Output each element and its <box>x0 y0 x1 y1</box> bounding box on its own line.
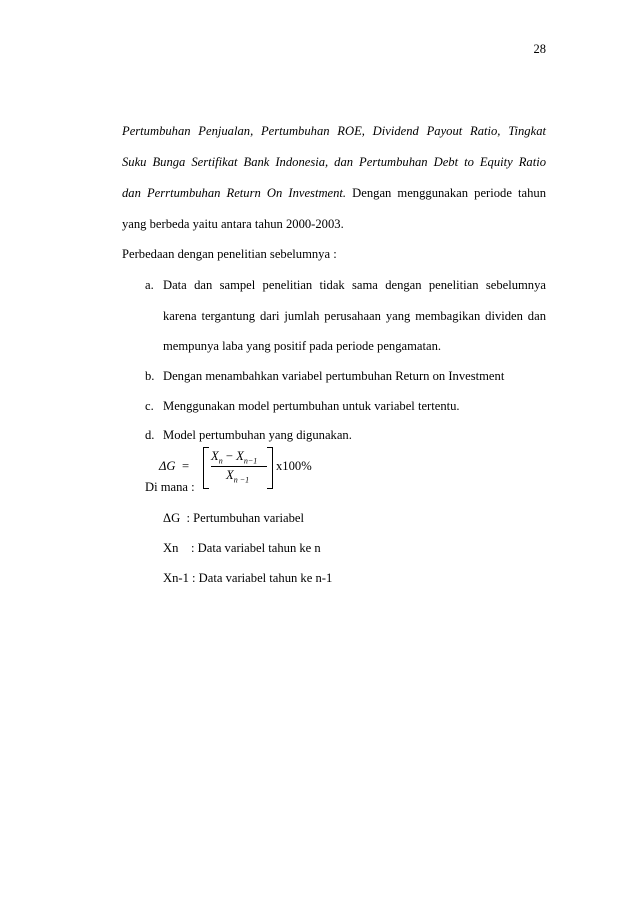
where-item-delta-g: ΔG : Pertumbuhan variabel <box>163 511 304 525</box>
paragraph-line-3-rest: Dengan menggunakan periode tahun <box>346 186 546 200</box>
formula-equals: = <box>182 459 190 473</box>
formula-lhs: ΔG <box>159 459 176 473</box>
paragraph-line-1: Pertumbuhan Penjualan, Pertumbuhan ROE, Dividend Payout Ratio, Tingkat <box>122 124 546 138</box>
formula-numerator: $X_n - X_{n-1}$ <box>211 449 258 466</box>
paragraph-line-4: yang berbeda yaitu antara tahun 2000-2003. <box>122 217 344 231</box>
paragraph-line-3 <box>122 186 546 201</box>
paragraph-line-3-italic: dan Perrtumbuhan Return On Investment. <box>122 186 347 200</box>
fraction-bar <box>211 466 267 467</box>
list-marker: b. <box>145 369 155 383</box>
where-label: Di mana : <box>145 480 195 494</box>
where-item-xn: Xn : Data variabel tahun ke n <box>163 541 321 555</box>
where-item-xn-1: Xn-1 : Data variabel tahun ke n-1 <box>163 571 333 585</box>
formula-denominator: $X_{n -1}$ <box>226 468 250 485</box>
page-number: 28 <box>533 42 546 56</box>
list-item-line: mempunya laba yang positif pada periode pengamatan. <box>163 339 442 353</box>
list-item-line: Data dan sampel penelitian tidak sama dengan penelitian sebelumnya <box>163 278 546 292</box>
list-item-line: Menggunakan model pertumbuhan untuk variabel tertentu. <box>163 399 460 413</box>
formula-suffix: x100% <box>276 459 312 473</box>
list-item-line: Dengan menambahkan variabel pertumbuhan Return on Investment <box>163 369 505 383</box>
paragraph-line-2: Suku Bunga Sertifikat Bank Indonesia, dan Pertumbuhan Debt to Equity Ratio <box>122 155 546 169</box>
list-marker: c. <box>145 399 154 413</box>
list-marker: a. <box>145 278 154 292</box>
list-item-line: karena tergantung dari jumlah perusahaan yang membagikan dividen dan <box>163 309 546 323</box>
list-marker: d. <box>145 428 155 442</box>
list-item-line: Model pertumbuhan yang digunakan. <box>163 428 352 442</box>
differences-heading: Perbedaan dengan penelitian sebelumnya : <box>122 247 337 261</box>
formula-left-bracket <box>203 447 209 489</box>
formula-right-bracket <box>267 447 273 489</box>
